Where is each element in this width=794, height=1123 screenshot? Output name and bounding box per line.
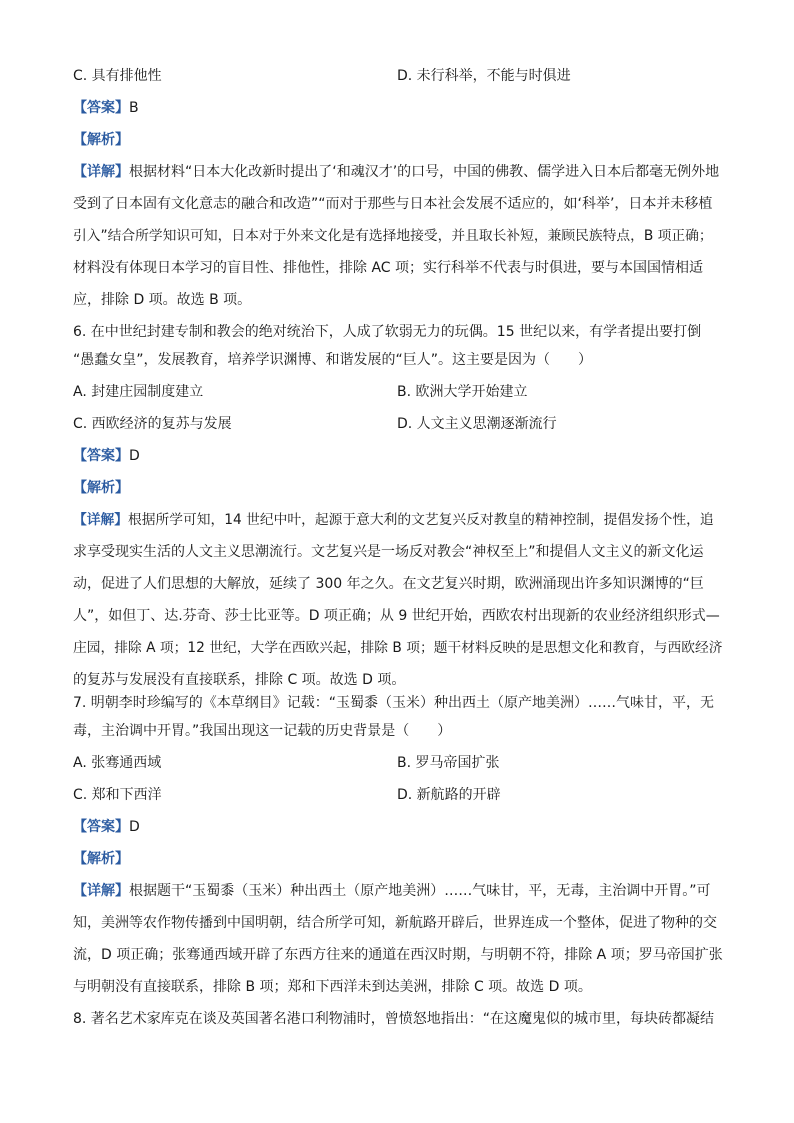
detail-text: 根据所学可知，14 世纪中叶，起源于意大利的文艺复兴反对教皇的精神控制，提倡发扬个性，追 bbox=[128, 512, 714, 528]
q5-detail-line: 材料没有体现日本学习的盲目性、排他性，排除 AC 项；实行科举不代表与时俱进，要与本国国情相适 bbox=[73, 260, 704, 276]
q7-stem: 毒，主治调中开胃。”我国出现这一记载的历史背景是（ ） bbox=[73, 723, 452, 739]
analysis-label: 【解析】 bbox=[73, 851, 129, 867]
q6-detail-line: 庄园，排除 A 项；12 世纪，大学在西欧兴起，排除 B 项；题干材料反映的是思想文化和教育，与西欧经济 bbox=[73, 640, 723, 656]
q5-option-d: D. 未行科举，不能与时俱进 bbox=[397, 68, 571, 84]
answer-value: B bbox=[129, 100, 139, 116]
q7-detail-line: 流，D 项正确；张骞通西域开辟了东西方往来的通道在西汉时期，与明朝不符，排除 A 项；罗马帝国扩张 bbox=[73, 947, 723, 963]
q5-option-c: C. 具有排他性 bbox=[73, 68, 162, 84]
q5-detail-line: 引入”结合所学知识可知，日本对于外来文化是有选择地接受，并且取长补短，兼顾民族特点，B 项正确； bbox=[73, 228, 713, 244]
q5-detail-line: 受到了日本固有文化意志的融合和改造”“而对于那些与日本社会发展不适应的，如‘科举’，日本并未移植 bbox=[73, 196, 713, 212]
q6-analysis-label bbox=[73, 478, 723, 498]
answer-value: D bbox=[129, 819, 140, 835]
q7-option-d: D. 新航路的开辟 bbox=[397, 787, 501, 803]
answer-value: D bbox=[129, 448, 140, 464]
q6-stem: 6. 在中世纪封建专制和教会的绝对统治下，人成了软弱无力的玩偶。15 世纪以来，有学者提出要打倒 bbox=[73, 324, 702, 340]
q7-option-c: C. 郑和下西洋 bbox=[73, 787, 162, 803]
q5-analysis-label bbox=[73, 130, 723, 150]
analysis-label: 【解析】 bbox=[73, 480, 129, 496]
detail-text: 根据题干“玉蜀黍（玉米）种出西土（原产地美洲）……气味甘，平，无毒，主治调中开胃。”可 bbox=[129, 883, 711, 899]
q6-detail-line bbox=[73, 510, 723, 530]
q7-stem: 7. 明朝李时珍编写的《本草纲目》记载：“玉蜀黍（玉米）种出西土（原产地美洲）……气味甘，平，无 bbox=[73, 695, 715, 711]
detail-label: 【详解】 bbox=[73, 883, 129, 899]
q6-detail-line: 求享受现实生活的人文主义思潮流行。文艺复兴是一场反对教会“神权至上”和提倡人文主义的新文化运 bbox=[73, 544, 704, 560]
q6-stem: “愚蠢女皇”，发展教育，培养学识渊博、和谐发展的“巨人”。这主要是因为（ ） bbox=[73, 352, 593, 368]
answer-label: 【答案】 bbox=[73, 100, 129, 116]
q7-answer bbox=[73, 817, 723, 837]
q6-detail-line: 的复苏与发展没有直接联系，排除 C 项。故选 D 项。 bbox=[73, 672, 406, 688]
detail-text: 根据材料“日本大化改新时提出了‘和魂汉才’的口号，中国的佛教、儒学进入日本后都毫无例外地 bbox=[129, 164, 720, 180]
detail-label: 【详解】 bbox=[73, 164, 129, 180]
q7-detail-line: 知，美洲等农作物传播到中国明朝，结合所学可知，新航路开辟后，世界连成一个整体，促进了物种的交 bbox=[73, 915, 717, 931]
detail-label: 【详解】 bbox=[73, 512, 129, 528]
q7-option-b: B. 罗马帝国扩张 bbox=[397, 755, 500, 771]
q6-option-b: B. 欧洲大学开始建立 bbox=[397, 384, 528, 400]
q6-detail-line: 人”，如但丁、达.芬奇、莎士比亚等。D 项正确；从 9 世纪开始，西欧农村出现新的农业经济组织形式— bbox=[73, 608, 720, 624]
q7-detail-line bbox=[73, 881, 723, 901]
answer-label: 【答案】 bbox=[73, 448, 129, 464]
q6-option-a: A. 封建庄园制度建立 bbox=[73, 384, 204, 400]
q6-answer bbox=[73, 446, 723, 466]
q5-detail-line: 应，排除 D 项。故选 B 项。 bbox=[73, 292, 252, 308]
q7-analysis-label bbox=[73, 849, 723, 869]
q5-answer bbox=[73, 98, 723, 118]
q8-stem: 8. 著名艺术家库克在谈及英国著名港口利物浦时，曾愤怒地指出：“在这魔鬼似的城市里，每块砖都凝结 bbox=[73, 1011, 715, 1027]
q6-detail-line: 动，促进了人们思想的大解放，延续了 300 年之久。在文艺复兴时期，欧洲涌现出许多知识渊博的“巨 bbox=[73, 576, 704, 592]
analysis-label: 【解析】 bbox=[73, 132, 129, 148]
q6-option-d: D. 人文主义思潮逐渐流行 bbox=[397, 416, 557, 432]
q7-option-a: A. 张骞通西域 bbox=[73, 755, 162, 771]
q7-detail-line: 与明朝没有直接联系，排除 B 项；郑和下西洋未到达美洲，排除 C 项。故选 D 项。 bbox=[73, 979, 592, 995]
q5-detail-line bbox=[73, 162, 723, 182]
answer-label: 【答案】 bbox=[73, 819, 129, 835]
q6-option-c: C. 西欧经济的复苏与发展 bbox=[73, 416, 232, 432]
